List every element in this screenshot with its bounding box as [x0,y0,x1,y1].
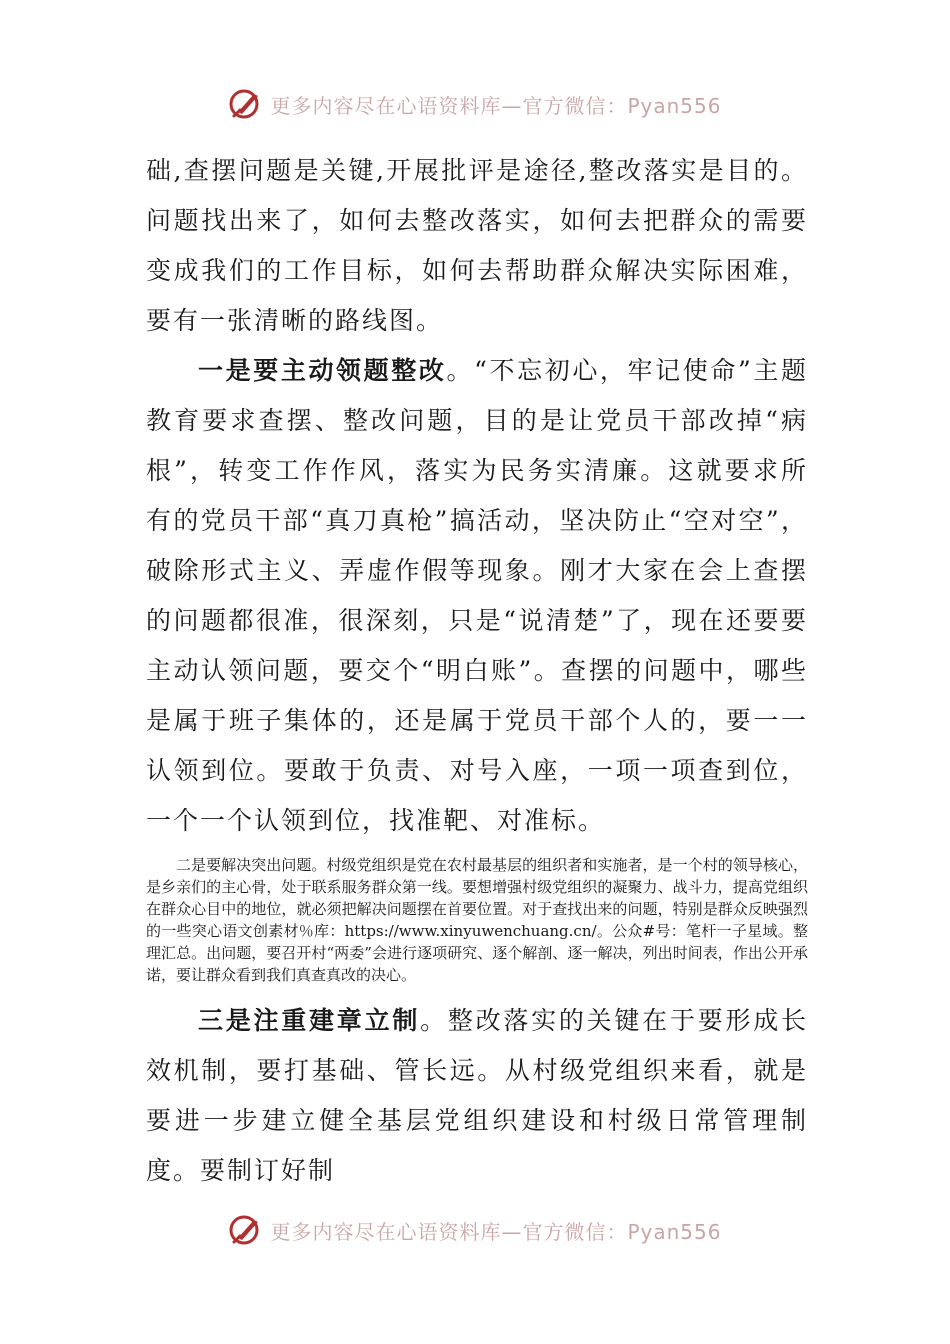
point-one-body: 。“不忘初心，牢记使命”主题教育要求查摆、整改问题，目的是让党员干部改掉“病根”，转变工作作风，落实为民务实清廉。这就要求所有的党员干部“真刀真枪”搞活动，坚决防止“空对空”，破除形式主义、弄虚作假等现象。刚才大家在会上查摆的问题都很准，很深刻，只是“说清楚”了，现在还要要主动认领问题，要交个“明白账”。查摆的问题中，哪些是属于班子集体的，还是属于党员干部个人的，要一一认领到位。要敢于负责、对号入座，一项一项查到位，一个一个认领到位，找准靶、对准标。 [146,356,808,835]
footer-watermark-banner [0,1210,950,1250]
paragraph-point-three [146,996,808,1196]
paragraph-continuation: 础,查摆问题是关键,开展批评是途径,整改落实是目的。问题找出来了，如何去整改落实，如何去把群众的需要变成我们的工作目标，如何去帮助群众解决实际困难，要有一张清晰的路线图。 [146,156,808,335]
paragraph-point-two: 二是要解决突出问题。村级党组织是党在农村最基层的组织者和实施者，是一个村的领导核心，是乡亲们的主心骨，处于联系服务群众第一线。要想增强村级党组织的凝聚力、战斗力，提高党组织在群众心目中的地位，就必须把解决问题摆在首要位置。对于查找出来的问题，特别是群众反映强烈的一些突心语文创素材％库：https://www.xinyuwenchuang.cn/。公众#号：笔杆一子星域。整理汇总。出问题，要召开村“两委”会进行逐项研究、逐个解剖、逐一解决，列出时间表，作出公开承诺，要让群众看到我们真查真改的决心。 [146,856,808,984]
pen-seal-logo-icon [228,86,264,122]
point-one-heading: 一是要主动领题整改 [198,356,447,385]
header-watermark-text: 更多内容尽在心语资料库—官方微信：Pyan556 [270,93,722,118]
header-watermark-banner [0,84,950,124]
point-three-body: 。整改落实的关键在于要形成长效机制，要打基础、管长远。从村级党组织来看，就是要进一步建立健全基层党组织建设和村级日常管理制度。要制订好制 [146,1006,808,1185]
point-three-heading: 三是注重建章立制 [198,1006,421,1035]
pen-seal-logo-icon [228,1212,264,1248]
document-body [146,146,808,1196]
paragraph-point-one [146,346,808,846]
footer-watermark-text: 更多内容尽在心语资料库—官方微信：Pyan556 [270,1219,722,1244]
